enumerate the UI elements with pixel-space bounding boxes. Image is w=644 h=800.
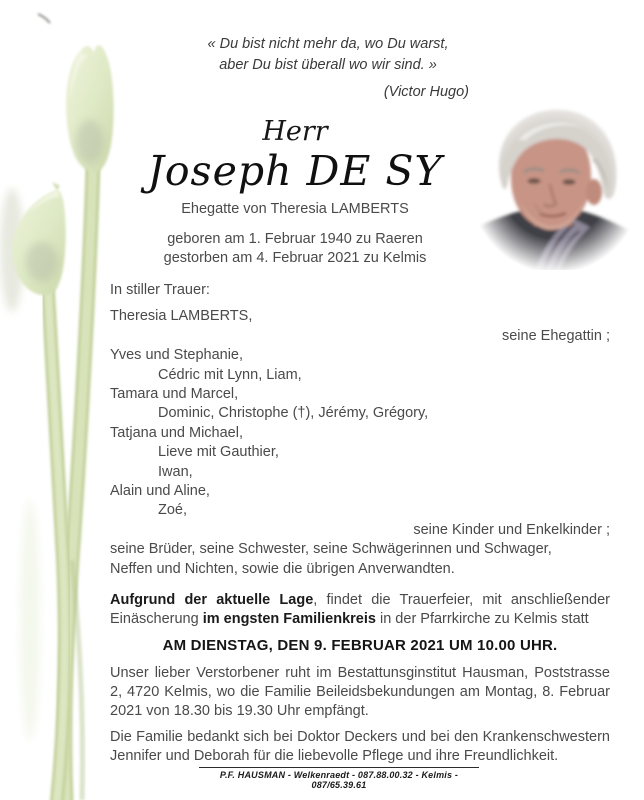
deceased-name: Joseph DE SY xyxy=(147,147,443,195)
repose-paragraph: Unser lieber Verstorbener ruht im Bestattunsginstitut Hausman, Poststrasse 2, 4720 Kelmis, wo die Familie Beileidsbekundungen am Montag, 8. Februar 2021 von 18.30 bis 19.30 Uhr empfängt. xyxy=(110,665,610,719)
ceremony-bold-family: im engsten Familienkreis xyxy=(202,611,376,627)
salutation: Herr xyxy=(262,116,328,147)
mourner-row: Lieve mit Gauthier, xyxy=(158,444,279,461)
announcement-section xyxy=(110,591,610,773)
mourner-row: Iwan, xyxy=(158,463,193,480)
mourner-row: Yves und Stephanie, xyxy=(110,347,244,364)
portrait-photo xyxy=(478,100,640,270)
mourner-row: Alain und Aline, xyxy=(110,483,210,500)
ceremony-bold-opening: Aufgrund der aktuelle Lage xyxy=(110,592,314,608)
mourners-intro: In stiller Trauer: xyxy=(110,282,210,298)
mourner-row: Zoé, xyxy=(158,502,188,519)
quote-block xyxy=(183,34,473,103)
mourner-row: Dominic, Christophe (†), Jérémy, Grégory, xyxy=(158,405,429,422)
thanks-paragraph: Die Familie bedankt sich bei Doktor Deckers und bei den Krankenschwestern Jennifer und Deborah für die liebevolle Pflege und ihre Freundlichkeit. xyxy=(110,729,610,764)
relationship-label: seine Ehegattin ; xyxy=(501,327,610,344)
relation-line: Ehegatte von Theresia LAMBERTS xyxy=(181,201,409,217)
mourner-row: Cédric mit Lynn, Liam, xyxy=(158,366,302,383)
mourner-row: Tatjana und Michael, xyxy=(110,424,243,441)
mourner-row: Tamara und Marcel, xyxy=(110,386,239,403)
ceremony-datetime: AM DIENSTAG, DEN 9. FEBRUAR 2021 UM 10.00 UHR. xyxy=(162,637,558,654)
ceremony-paragraph: Aufgrund der aktuelle Lage, findet die Trauerfeier, mit anschließender Einäscherung im engsten Familienkreis in der Pfarrkirche zu Kelmis statt xyxy=(110,592,610,627)
deceased-header xyxy=(128,116,462,268)
funeral-home-footer: P.F. HAUSMAN - Welkenraedt - 087.88.00.32 - Kelmis - 087/65.39.61 xyxy=(199,767,479,790)
mourner-row: seine Brüder, seine Schwester, seine Schwägerinnen und Schwager, xyxy=(110,541,552,558)
death-line: gestorben am 4. Februar 2021 zu Kelmis xyxy=(163,250,427,266)
quote-attribution: (Victor Hugo) xyxy=(383,84,469,100)
mourner-row: Theresia LAMBERTS, xyxy=(110,308,253,325)
mourner-row: Neffen und Nichten, sowie die übrigen Anverwandten. xyxy=(110,560,455,577)
relationship-label: seine Kinder und Enkelkinder ; xyxy=(413,521,610,538)
quote-line: « Du bist nicht mehr da, wo Du warst, xyxy=(207,36,449,52)
mourners-section xyxy=(110,281,610,579)
birth-line: geboren am 1. Februar 1940 zu Raeren xyxy=(167,231,423,247)
quote-line: aber Du bist überall wo wir sind. » xyxy=(219,57,437,73)
